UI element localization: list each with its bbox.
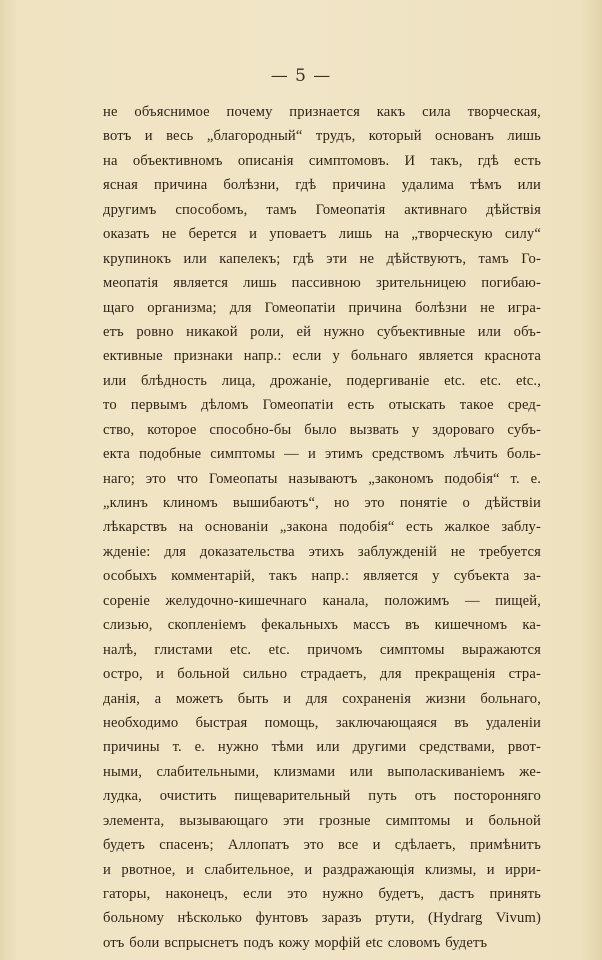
text-line: слизью, скопленіемъ фекальныхъ массъ въ кишечномъ ка- [103,617,541,634]
text-line: на объективномъ описанія симптомовъ. И такъ, гдѣ есть [103,152,541,169]
text-line: больному нѣсколько фунтовъ заразъ ртути, (Hydrarg Vivum) [103,910,541,927]
text-line: „клинъ клиномъ вышибаютъ“, но это понятіе о дѣйствіи [103,495,541,511]
text-line: сореніе желудочно-кишечнаго канала, положимъ — пищей, [103,592,541,609]
body-text [103,100,541,955]
text-line: не объяснимое почему признается какъ сила творческая, [103,104,541,120]
text-line: и рвотное, и слабительное, и раздражающія клизмы, и ирри- [103,861,541,878]
text-line: налѣ, глистами etc. etc. причомъ симптомы выражаются [103,641,541,658]
text-line: оказать не берется и уповаетъ лишь на „творческую силу“ [103,226,541,243]
text-line: меопатія является лишь пассивною зрительницею погибаю- [103,275,541,292]
text-line: гаторы, наконецъ, если это нужно будетъ, дастъ принять [103,886,541,902]
text-line: лѣкарствъ на основаніи „закона подобія“ есть жалкое заблу- [103,519,541,536]
text-line: остро, и больной сильно страдаетъ, для прекращенія стра- [103,666,541,683]
text-line: данія, а можетъ быть и для сохраненія жизни больнаго, [103,690,541,707]
text-line: етъ ровно никакой роли, ей нужно субъективные или объ- [103,323,541,340]
text-line: вотъ и весь „благородный“ трудъ, который основанъ лишь [103,128,541,145]
text-line: ство, которое способно-бы было вызвать у здороваго субъ- [103,421,541,438]
text-line: жденіе: для доказательства этихъ заблужденій не требуется [103,543,541,560]
text-line: ными, слабительными, клизмами или выполаскиваніемъ же- [103,763,541,780]
text-line: причины т. е. нужно тѣми или другими средствами, рвот- [103,739,541,756]
text-line: ясная причина болѣзни, гдѣ причина удалима тѣмъ или [103,177,541,194]
text-line: щаго организма; для Гомеопатіи причина болѣзни не игра- [103,299,541,316]
text-line: элемента, вызывающаго эти грозные симптомы и больной [103,812,541,829]
text-line: другимъ способомъ, тамъ Гомеопатія активнаго дѣйствія [103,201,541,218]
text-line: будетъ спасенъ; Аллопатъ это все и сдѣлаетъ, примѣнитъ [103,837,541,854]
text-line: или блѣдность лица, дрожаніе, подергиваніе etc. etc. etc., [103,372,541,389]
text-line: то первымъ дѣломъ Гомеопатіи есть отыскать такое сред- [103,397,541,414]
text-line: крупинокъ или капелекъ; гдѣ эти не дѣйствуютъ, тамъ Го- [103,250,541,267]
page-number: — 5 — [270,66,332,86]
text-line: наго; это что Гомеопаты называютъ „закономъ подобія“ т. е. [103,470,541,487]
text-line: необходимо быстрая помощь, заключающаяся въ удаленіи [103,714,541,731]
text-line: отъ боли вспрыснетъ подъ кожу морфій etc словомъ будетъ [103,934,488,951]
text-line: екта подобные симптомы — и этимъ средствомъ лѣчить боль- [103,446,541,463]
text-line: ективные признаки напр.: если у больнаго является краснота [103,348,541,365]
text-line: лудка, очистить пищеварительный путь отъ посторонняго [103,788,541,805]
text-line: особыхъ комментарій, такъ напр.: является у субъекта за- [103,568,541,585]
